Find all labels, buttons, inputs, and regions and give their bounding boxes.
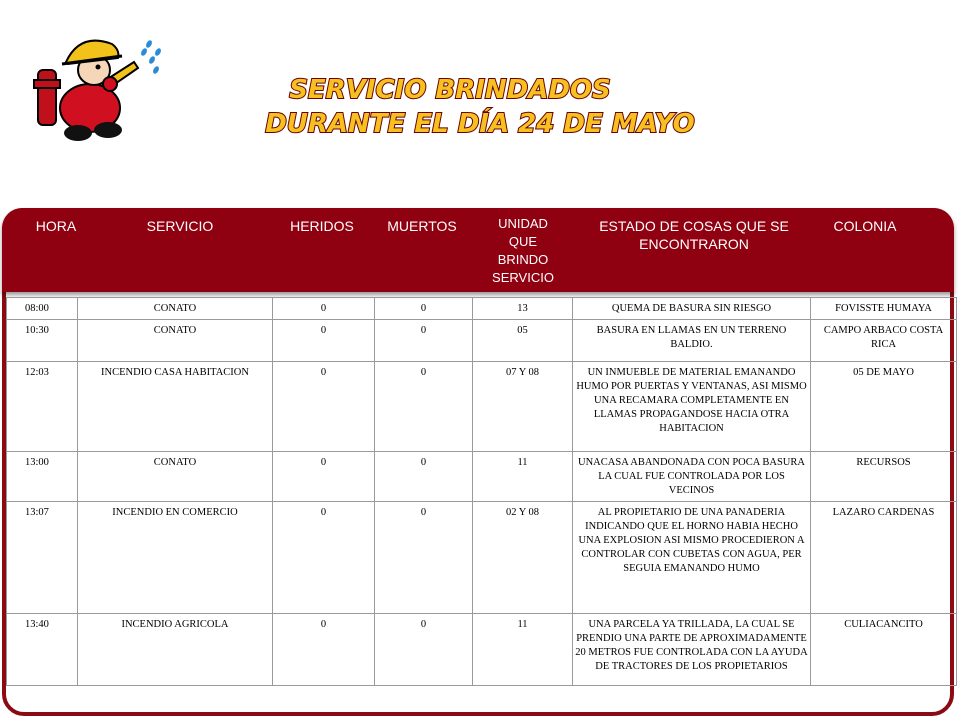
- cell-servicio: CONATO: [78, 320, 273, 362]
- cell-heridos: 0: [273, 452, 375, 502]
- cell-estado: UNACASA ABANDONADA CON POCA BASURA LA CUAL FUE CONTROLADA POR LOS VECINOS: [573, 452, 811, 502]
- cell-unidad: 02 Y 08: [473, 502, 573, 614]
- header-estado-line1: ESTADO DE COSAS QUE SE: [599, 218, 789, 234]
- cell-colonia: FOVISSTE HUMAYA: [811, 298, 957, 320]
- cell-estado: AL PROPIETARIO DE UNA PANADERIA INDICANDO QUE EL HORNO HABIA HECHO UNA EXPLOSION ASI MISMO PROCEDIERON A CONTROLAR CON CUBETAS CON AGUA, PER SEGUIA EMANANDO HUMO: [573, 502, 811, 614]
- header-hora: HORA: [35, 218, 77, 234]
- cell-estado: UNA PARCELA YA TRILLADA, LA CUAL SE PRENDIO UNA PARTE DE APROXIMADAMENTE 20 METROS FUE CONTROLADA CON LA AYUDA DE TRACTORES DE LOS PROPIETARIOS: [573, 614, 811, 686]
- header-unidad-line3: BRINDO: [497, 252, 549, 267]
- cell-servicio: INCENDIO EN COMERCIO: [78, 502, 273, 614]
- cell-colonia: LAZARO CARDENAS: [811, 502, 957, 614]
- cell-heridos: 0: [273, 614, 375, 686]
- table-row: [7, 298, 957, 320]
- header-unidad-line1: UNIDAD: [498, 216, 548, 231]
- title-line-2: DURANTE EL DÍA 24 DE MAYO: [265, 109, 695, 139]
- cell-hora: 13:00: [7, 452, 78, 502]
- header-heridos: HERIDOS: [290, 218, 354, 234]
- cell-estado: BASURA EN LLAMAS EN UN TERRENO BALDIO.: [573, 320, 811, 362]
- cell-unidad: 07 Y 08: [473, 362, 573, 452]
- table-row: [7, 502, 957, 614]
- cell-heridos: 0: [273, 362, 375, 452]
- cell-hora: 13:40: [7, 614, 78, 686]
- table-row: [7, 452, 957, 502]
- cell-colonia: 05 DE MAYO: [811, 362, 957, 452]
- cell-unidad: 11: [473, 614, 573, 686]
- header-unidad-line2: QUE: [508, 234, 538, 249]
- table-row: [7, 362, 957, 452]
- cell-hora: 10:30: [7, 320, 78, 362]
- page-title: [210, 72, 750, 142]
- cell-heridos: 0: [273, 320, 375, 362]
- header-unidad: [478, 215, 568, 287]
- cell-servicio: CONATO: [78, 452, 273, 502]
- cell-hora: 08:00: [7, 298, 78, 320]
- firefighter-mascot-logo: [28, 30, 168, 145]
- cell-estado: QUEMA DE BASURA SIN RIESGO: [573, 298, 811, 320]
- table-row: [7, 320, 957, 362]
- cell-muertos: 0: [375, 362, 473, 452]
- cell-heridos: 0: [273, 298, 375, 320]
- cell-unidad: 11: [473, 452, 573, 502]
- cell-muertos: 0: [375, 298, 473, 320]
- cell-hora: 13:07: [7, 502, 78, 614]
- header-muertos: MUERTOS: [387, 218, 457, 234]
- table-row: [7, 614, 957, 686]
- cell-servicio: CONATO: [78, 298, 273, 320]
- cell-unidad: 13: [473, 298, 573, 320]
- cell-estado: UN INMUEBLE DE MATERIAL EMANANDO HUMO POR PUERTAS Y VENTANAS, ASI MISMO UNA RECAMARA COMPLETAMENTE EN LLAMAS PROPAGANDOSE HACIA OTRA HABITACION: [573, 362, 811, 452]
- cell-muertos: 0: [375, 502, 473, 614]
- cell-servicio: INCENDIO AGRICOLA: [78, 614, 273, 686]
- header-estado: [578, 217, 810, 253]
- cell-heridos: 0: [273, 502, 375, 614]
- services-table: [6, 297, 957, 686]
- services-table-body: [7, 298, 957, 686]
- cell-muertos: 0: [375, 614, 473, 686]
- cell-unidad: 05: [473, 320, 573, 362]
- table-header: [2, 208, 954, 292]
- header-colonia: COLONIA: [833, 218, 897, 234]
- cell-colonia: RECURSOS: [811, 452, 957, 502]
- cell-colonia: CAMPO ARBACO COSTA RICA: [811, 320, 957, 362]
- header-unidad-line4: SERVICIO: [492, 270, 554, 285]
- cell-muertos: 0: [375, 320, 473, 362]
- cell-colonia: CULIACANCITO: [811, 614, 957, 686]
- cell-servicio: INCENDIO CASA HABITACION: [78, 362, 273, 452]
- title-line-1: SERVICIO BRINDADOS: [289, 75, 611, 105]
- cell-hora: 12:03: [7, 362, 78, 452]
- cell-muertos: 0: [375, 452, 473, 502]
- header-estado-line2: ENCONTRARON: [639, 236, 749, 252]
- header-servicio: SERVICIO: [146, 218, 214, 234]
